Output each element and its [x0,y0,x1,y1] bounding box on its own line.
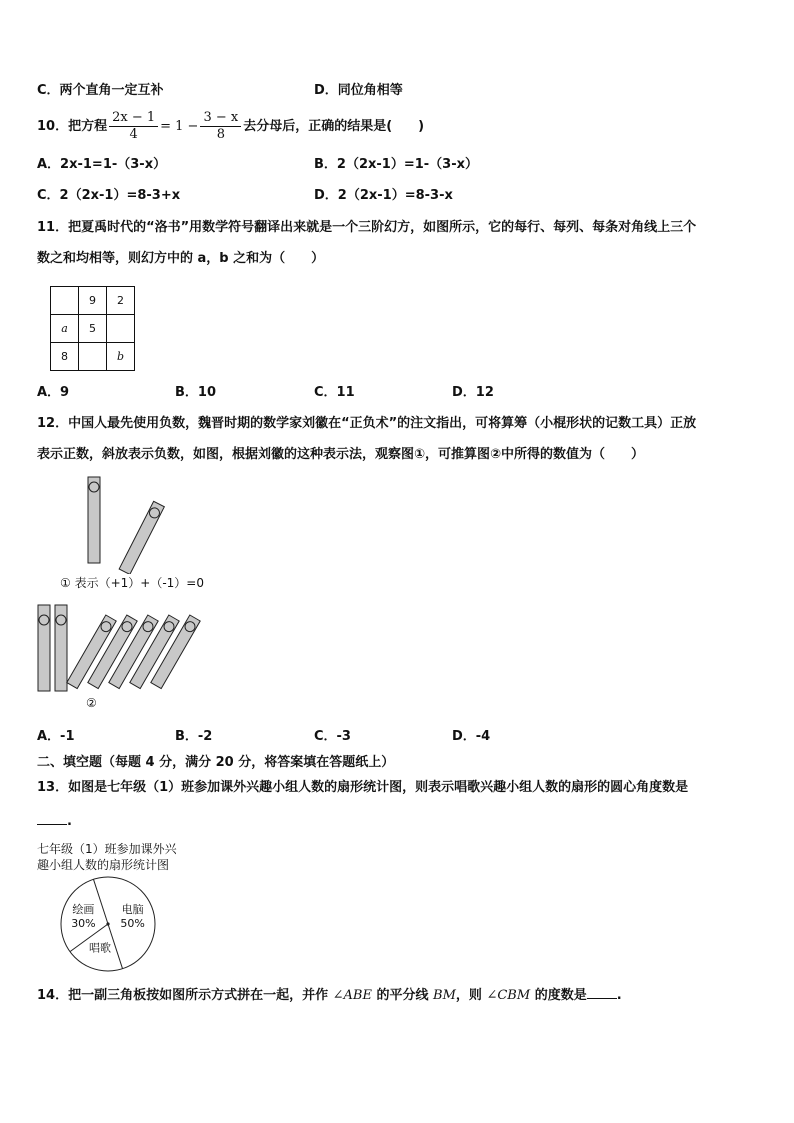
magic-cell: b [107,343,135,371]
q14-mid-1: 的平分线 [376,988,429,1003]
q10-stem [37,110,424,144]
pie-slice-label: 绘画 [72,903,95,917]
upright-rod [88,477,100,563]
q14-prefix: 14．把一副三角板按如图所示方式拼在一起，并作 [37,988,329,1003]
q13-line-1: 13．如图是七年级（1）班参加课外兴趣小组人数的扇形统计图，则表示唱歌兴趣小组人数的扇形的圆心角度数是 [37,780,689,795]
q10-prefix: 10．把方程 [37,119,108,134]
pie-chart-title-line-1: 七年级（1）班参加课外兴 [37,842,177,856]
q10-fraction-1-numerator: 2x − 1 [109,110,158,127]
q11-option-b: B．10 [175,385,216,400]
magic-cell [107,315,135,343]
q11-option-a: A．9 [37,385,70,400]
q10-option-d: D．2（2x-1）=8-3-x [314,188,453,203]
q14-stem: 14．把一副三角板按如图所示方式拼在一起，并作 ∠ABE 的平分线 BM，则 ∠CBM 的度数是 . [37,988,622,1003]
q10-fraction-2 [200,110,241,143]
pie-slice-value: 30% [71,917,96,931]
q12-option-d: D．-4 [452,729,491,744]
q12-option-b: B．-2 [175,729,213,744]
magic-cell [79,343,107,371]
magic-cell: 2 [107,287,135,315]
q13-answer-line [37,812,72,831]
q10-option-a: A．2x-1=1-（3-x） [37,157,167,172]
q10-option-b: B．2（2x-1）=1-（3-x） [314,157,478,172]
q14-angle-abe: ∠ABE [332,988,372,1003]
figure-1-counting-rods [80,474,180,574]
q14-mid-2: ，则 [455,988,482,1003]
upright-rod [38,605,50,691]
q10-option-c: C．2（2x-1）=8-3+x [37,188,181,203]
q9-option-c: C．两个直角一定互补 [37,83,164,98]
q10-fraction-1 [109,110,158,143]
q12-line-1: 12．中国人最先使用负数，魏晋时期的数学家刘徽在“正负术”的注文指出，可将算筹（小棍形状的记数工具）正放 [37,416,697,431]
q14-suffix: 的度数是 [534,988,587,1003]
q14-bisector-bm: BM [433,988,456,1003]
figure-1-caption: ① 表示（+1）+（-1）=0 [60,576,204,590]
q13-answer-blank[interactable] [37,812,67,825]
magic-square [50,286,135,371]
magic-cell [51,287,79,315]
pie-slice-label: 唱歌 [89,941,112,955]
q12-option-a: A．-1 [37,729,75,744]
q11-option-d: D．12 [452,385,494,400]
magic-square-mark [80,370,92,371]
q12-line-2: 表示正数，斜放表示负数，如图，根据刘徽的这种表示法，观察图①，可推算图②中所得的数值为（ ） [37,447,645,462]
figure-2-counting-rods [35,602,205,698]
q10-fraction-2-numerator: 3 − x [200,110,241,127]
q9-option-d: D．同位角相等 [314,83,403,98]
magic-cell: a [51,315,79,343]
q10-equals: = 1 − [160,119,199,134]
q14-angle-cbm: ∠CBM [486,988,531,1003]
pie-slice-value: 50% [120,917,145,931]
q10-fraction-2-denominator: 8 [216,127,225,142]
q11-line-2: 数之和均相等，则幻方中的 a，b 之和为（ ） [37,251,325,266]
magic-cell: 8 [51,343,79,371]
magic-cell: 5 [79,315,107,343]
q11-option-c: C．11 [314,385,355,400]
pie-chart [58,874,158,974]
magic-cell: 9 [79,287,107,315]
slanted-rod [119,501,164,574]
q10-suffix: 去分母后，正确的结果是( ) [243,119,425,134]
upright-rod [55,605,67,691]
pie-chart-title-line-2: 趣小组人数的扇形统计图 [37,858,170,872]
q14-answer-blank[interactable] [587,986,617,999]
figure-2-caption: ② [86,696,97,710]
q11-line-1: 11．把夏禹时代的“洛书”用数学符号翻译出来就是一个三阶幻方，如图所示，它的每行、每列、每条对角线上三个 [37,220,697,235]
section-2-heading: 二、填空题（每题 4 分，满分 20 分，将答案填在答题纸上） [37,755,395,770]
q12-option-c: C．-3 [314,729,351,744]
pie-slice-label: 电脑 [121,903,144,917]
q13-period: . [67,814,72,829]
q10-fraction-1-denominator: 4 [129,127,138,142]
